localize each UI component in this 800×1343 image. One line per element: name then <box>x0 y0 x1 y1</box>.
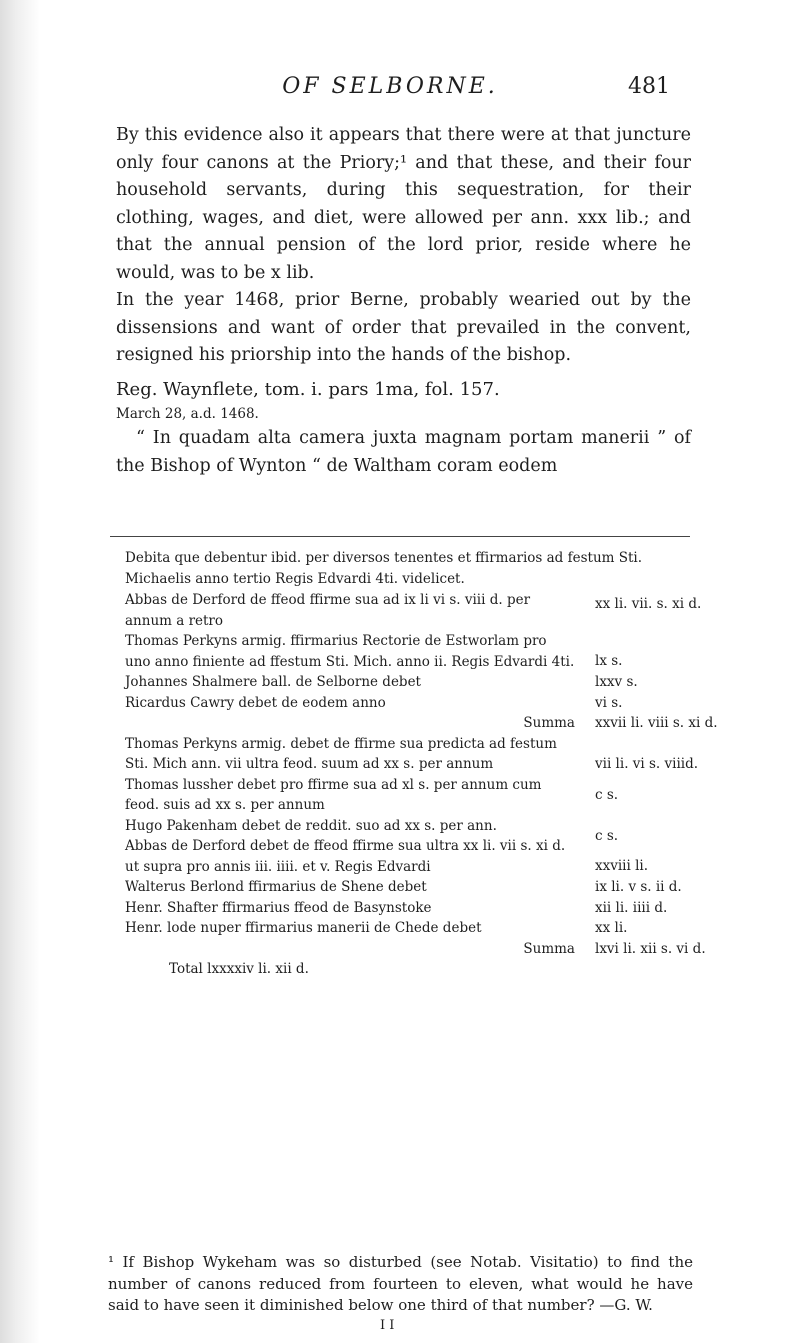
account-text: Ricardus Cawry debet de eodem anno <box>125 694 386 711</box>
paragraph-2: In the year 1468, prior Berne, probably wearied out by the dissensions and want of order that prevailed in the convent, resigned his priorship into the hands of the bishop. <box>116 290 691 365</box>
body-text <box>116 122 691 480</box>
summa-amount: lxvi li. xii s. vi d. <box>595 940 706 957</box>
account-amount: xxviii li. <box>595 858 649 874</box>
account-row <box>125 898 700 919</box>
section-rule <box>110 536 690 537</box>
account-text: Thomas Perkyns armig. ffirmarius Rectorie de Estworlam pro uno anno finiente ad ffestum Sti. Mich. anno ii. Regis Edvardi 4ti. <box>125 633 575 670</box>
running-title: OF SELBORNE. <box>282 74 498 99</box>
account-row <box>125 590 700 631</box>
account-row <box>125 734 700 775</box>
accounts-intro: Debita que debentur ibid. per diversos tenentes et ffirmarios ad festum Sti. Michaelis anno tertio Regis Edvardi 4ti. videlicet. <box>125 550 643 587</box>
summa-amount: xxvii li. viii s. xi d. <box>595 715 718 731</box>
account-text: Hugo Pakenham debet de reddit. suo ad xx s. per ann. <box>125 817 497 834</box>
account-text: Johannes Shalmere ball. de Selborne debet <box>125 674 421 690</box>
account-text: Abbas de Derford debet de ffeod ffirme sua ultra xx li. vii s. xi d. ut supra pro annis iii. iiii. et v. Regis Edvardi <box>125 838 566 875</box>
account-amount: xx li. <box>595 920 628 936</box>
account-row <box>125 918 700 939</box>
account-amount: c s. <box>595 786 619 803</box>
page-number: 481 <box>628 74 670 99</box>
account-row <box>125 816 700 844</box>
summa-row <box>125 939 706 960</box>
account-row <box>125 631 700 672</box>
paragraph-1: By this evidence also it appears that there were at that juncture only four canons at the Priory;¹ and that these, and their four household servants, during this sequestration, for their clothing, wages, and diet, were allowed per ann. xxx lib.; and that the annual pension of the lord prior, reside where he would, was to be x lib. <box>116 125 691 283</box>
account-amount: lx s. <box>595 653 623 669</box>
account-row <box>125 877 700 898</box>
latin-quote: “ In quadam alta camera juxta magnam portam manerii ” of the Bishop of Wynton “ de Waltham coram eodem <box>116 428 691 476</box>
account-text: Thomas lussher debet pro ffirme sua ad xl s. per annum cum feod. suis ad xx s. per annum <box>125 776 542 813</box>
account-amount: xx li. vii. s. xi d. <box>595 596 702 612</box>
citation-date: March 28, a.d. 1468. <box>116 406 259 422</box>
account-text: Abbas de Derford de ffeod ffirme sua ad ix li vi s. viii d. per annum a retro <box>125 592 531 629</box>
account-text: Thomas Perkyns armig. debet de ffirme sua predicta ad festum Sti. Mich ann. vii ultra feod. suum ad xx s. per annum <box>125 735 557 772</box>
account-amount: vi s. <box>595 694 623 711</box>
account-row <box>125 672 700 693</box>
account-amount: ix li. v s. ii d. <box>595 879 682 895</box>
summa-row <box>125 713 718 734</box>
register-citation: Reg. Waynflete, tom. i. pars 1ma, fol. 157. <box>116 378 500 400</box>
account-amount: c s. <box>595 827 619 844</box>
account-text: Henr. Shafter ffirmarius ffeod de Basynstoke <box>125 899 432 916</box>
account-text: Walterus Berlond ffirmarius de Shene debet <box>125 879 427 895</box>
account-amount: xii li. iiii d. <box>595 899 668 916</box>
summa-label: Summa <box>523 715 575 731</box>
accounts-section <box>125 548 718 980</box>
signature-mark: I I <box>380 1318 395 1333</box>
page-edge-shadow <box>0 0 40 1343</box>
account-row <box>125 693 700 714</box>
account-row <box>125 836 700 877</box>
account-amount: lxxv s. <box>595 674 638 690</box>
account-amount: vii li. vi s. viiid. <box>595 755 699 772</box>
account-row <box>125 775 700 816</box>
page-header <box>110 74 670 110</box>
footnote: ¹ If Bishop Wykeham was so disturbed (see Notab. Visitatio) to find the number of canons reduced from fourteen to eleven, what would he have said to have seen it diminished below one third of that number? —G. W. <box>108 1253 693 1314</box>
summa-label: Summa <box>523 940 575 957</box>
account-text: Henr. lode nuper ffirmarius manerii de Chede debet <box>125 920 482 936</box>
accounts-total: Total lxxxxiv li. xii d. <box>169 961 309 977</box>
